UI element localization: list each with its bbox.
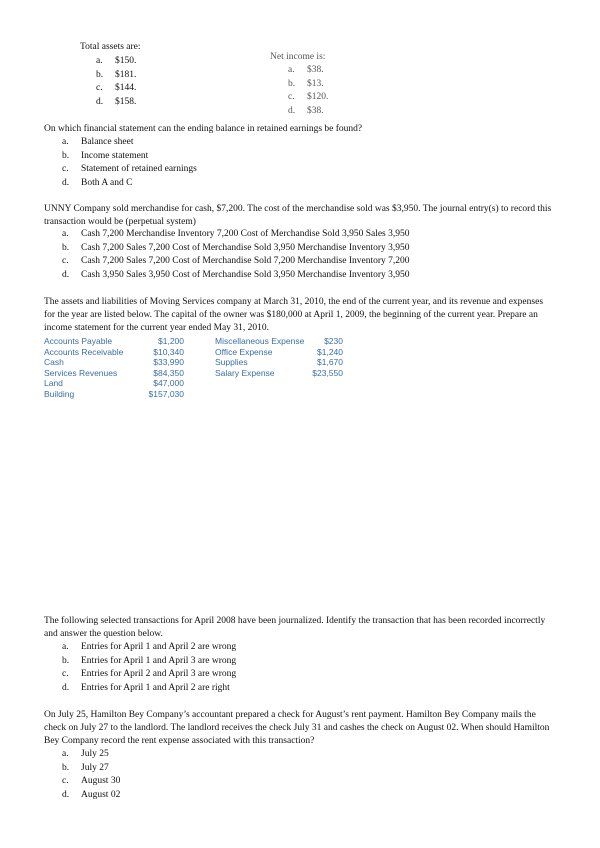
- retained-earnings-question: On which financial statement can the ending balance in retained earnings be found?: [44, 124, 363, 134]
- unny-options: [62, 228, 542, 282]
- option[interactable]: [288, 78, 388, 92]
- table-row: [44, 336, 184, 347]
- table-row: [44, 389, 184, 400]
- option-letter: a.: [62, 229, 69, 239]
- option[interactable]: [288, 105, 388, 119]
- option[interactable]: [96, 96, 236, 110]
- hamilton-bey-options: [62, 748, 262, 802]
- option-letter: c.: [62, 669, 69, 679]
- option[interactable]: [62, 655, 362, 669]
- option-text: Cash 7,200 Sales 7,200 Cost of Merchandise Sold 7,200 Merchandise Inventory 7,200: [81, 256, 410, 266]
- option-letter: d.: [62, 177, 70, 188]
- retained-earnings-options: [62, 136, 362, 190]
- option[interactable]: [62, 775, 262, 789]
- option-text: $120.: [307, 92, 329, 102]
- option-letter: c.: [288, 92, 295, 102]
- option[interactable]: [96, 55, 236, 69]
- assets-liabilities-table: [44, 336, 184, 399]
- option-text: Entries for April 2 and April 3 are wrong: [81, 669, 237, 679]
- account-name: Accounts Receivable: [44, 346, 124, 357]
- account-value: $84,350: [153, 367, 184, 378]
- option[interactable]: [62, 748, 262, 762]
- option-letter: b.: [62, 150, 70, 161]
- table-row: [215, 368, 343, 379]
- net-income-options: [288, 64, 388, 118]
- account-name: Land: [44, 378, 63, 388]
- option-text: July 25: [81, 749, 109, 759]
- account-name: Building: [44, 388, 75, 399]
- option-text: $181.: [115, 69, 137, 80]
- option-letter: d.: [62, 789, 70, 800]
- table-row: [44, 347, 184, 358]
- option-text: Balance sheet: [81, 137, 134, 147]
- table-row: [44, 357, 184, 368]
- option[interactable]: [62, 228, 542, 242]
- option-text: $38.: [307, 105, 324, 116]
- option-letter: a.: [62, 137, 69, 147]
- option-text: Cash 7,200 Sales 7,200 Cost of Merchandise Sold 3,950 Merchandise Inventory 3,950: [81, 242, 410, 253]
- option-letter: b.: [62, 762, 70, 773]
- account-value: $1,240: [317, 346, 343, 357]
- option-text: Cash 7,200 Merchandise Inventory 7,200 Cost of Merchandise Sold 3,950 Sales 3,950: [81, 229, 410, 239]
- expenses-table: [215, 336, 343, 378]
- option[interactable]: [62, 136, 362, 150]
- option-text: August 02: [81, 789, 121, 800]
- option-letter: a.: [62, 749, 69, 759]
- option-text: $158.: [115, 96, 137, 107]
- option[interactable]: [62, 150, 362, 164]
- option-text: $13.: [307, 78, 324, 89]
- option-letter: a.: [96, 56, 103, 66]
- total-assets-label: Total assets are:: [80, 42, 141, 52]
- option-text: $150.: [115, 56, 137, 66]
- account-name: Supplies: [215, 357, 248, 367]
- account-value: $1,200: [158, 336, 184, 346]
- option-letter: b.: [288, 78, 296, 89]
- account-value: $33,990: [153, 357, 184, 367]
- option[interactable]: [62, 789, 262, 803]
- account-value: $47,000: [153, 378, 184, 388]
- option[interactable]: [288, 91, 388, 105]
- account-name: Accounts Payable: [44, 336, 113, 346]
- option-letter: c.: [62, 776, 69, 786]
- option-letter: d.: [62, 682, 70, 693]
- option[interactable]: [62, 177, 362, 191]
- option-letter: d.: [96, 96, 104, 107]
- total-assets-options: [96, 55, 236, 109]
- option-text: Entries for April 1 and April 2 are wrong: [81, 642, 237, 652]
- option-text: July 27: [81, 762, 109, 773]
- net-income-label: Net income is:: [270, 52, 326, 62]
- table-row: [215, 336, 343, 347]
- moving-services-question: The assets and liabilities of Moving Services company at March 31, 2010, the end of the current year, and its revenue and expenses for the year are listed below. The capital of the owner was $180,000 at April 1, 2009, the beginning of the current year. Prepare an income statement for the current year ended May 31, 2010.: [44, 297, 544, 333]
- option-letter: a.: [288, 65, 295, 75]
- option-text: Income statement: [81, 150, 149, 161]
- table-row: [44, 368, 184, 379]
- option-text: Entries for April 1 and April 3 are wrong: [81, 655, 237, 666]
- hamilton-bey-question: On July 25, Hamilton Bey Company’s accountant prepared a check for August’s rent payment. Hamilton Bey Company mails the check on July 27 to the landlord. The landlord receives the check July 31 and cashes the check on August 02. When should Hamilton Bey Company record the rent expense associated with this transaction?: [44, 710, 550, 746]
- option[interactable]: [62, 269, 542, 283]
- option[interactable]: [62, 641, 362, 655]
- option-text: August 30: [81, 776, 121, 786]
- option-letter: c.: [62, 256, 69, 266]
- option-text: $144.: [115, 83, 137, 93]
- option-letter: d.: [62, 269, 70, 280]
- option[interactable]: [62, 668, 362, 682]
- account-value: $1,670: [317, 357, 343, 367]
- option[interactable]: [62, 255, 542, 269]
- option-letter: c.: [96, 83, 103, 93]
- option-letter: c.: [62, 164, 69, 174]
- option[interactable]: [62, 762, 262, 776]
- account-name: Services Revenues: [44, 367, 118, 378]
- option[interactable]: [62, 242, 542, 256]
- option-letter: b.: [62, 242, 70, 253]
- option-letter: d.: [288, 105, 296, 116]
- option-letter: b.: [96, 69, 104, 80]
- account-value: $10,340: [153, 346, 184, 357]
- account-name: Miscellaneous Expense: [215, 336, 305, 346]
- option-text: Cash 3,950 Sales 3,950 Cost of Merchandise Sold 3,950 Merchandise Inventory 3,950: [81, 269, 410, 280]
- option[interactable]: [288, 64, 388, 78]
- option-text: Statement of retained earnings: [81, 164, 197, 174]
- option[interactable]: [62, 163, 362, 177]
- option-letter: b.: [62, 655, 70, 666]
- table-row: [215, 347, 343, 358]
- option[interactable]: [96, 82, 236, 96]
- account-name: Salary Expense: [215, 367, 275, 378]
- account-name: Cash: [44, 357, 64, 367]
- april-transactions-question: The following selected transactions for April 2008 have been journalized. Identify the transaction that has been recorded incorrectly and answer the question below.: [44, 616, 546, 639]
- option[interactable]: [62, 682, 362, 696]
- april-transactions-options: [62, 641, 362, 695]
- option-text: Both A and C: [81, 177, 133, 188]
- unny-question: UNNY Company sold merchandise for cash, $7,200. The cost of the merchandise sold was $3,950. The journal entry(s) to record this transaction would be (perpetual system): [44, 204, 552, 227]
- account-value: $230: [324, 336, 343, 346]
- option-letter: a.: [62, 642, 69, 652]
- table-row: [44, 378, 184, 389]
- table-row: [215, 357, 343, 368]
- account-name: Office Expense: [215, 346, 273, 357]
- option-text: Entries for April 1 and April 2 are right: [81, 682, 230, 693]
- account-value: $23,550: [312, 367, 343, 378]
- option-text: $38.: [307, 65, 324, 75]
- account-value: $157,030: [148, 388, 184, 399]
- option[interactable]: [96, 69, 236, 83]
